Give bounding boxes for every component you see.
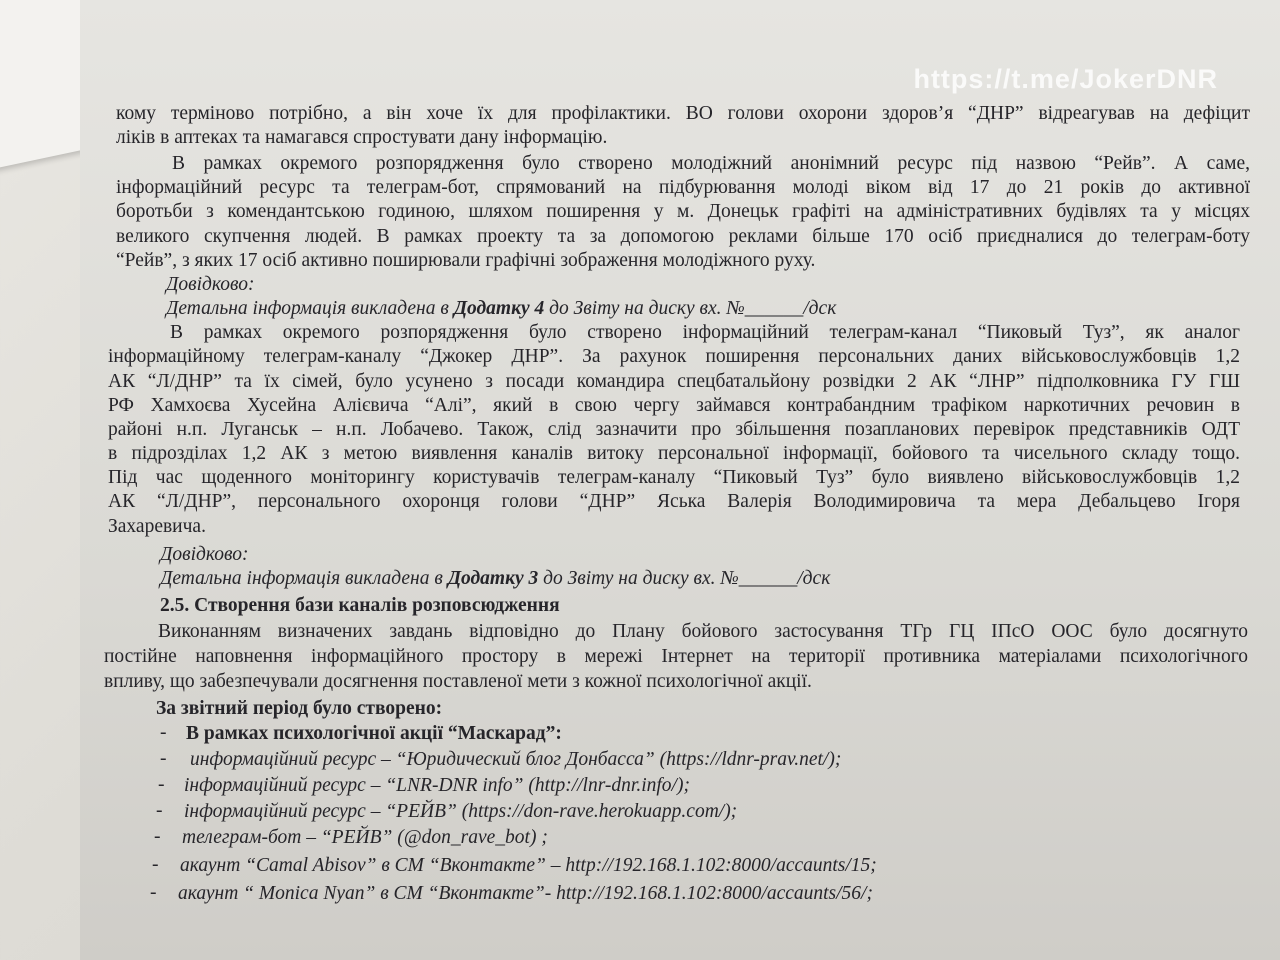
para3-line2: інформаційному телеграм-каналу “Джокер ДНР”. За рахунок поширення персональних даних військовослужбовців 1,2 bbox=[108, 346, 1240, 367]
para2-line2: інформаційний ресурс та телеграм-бот, спрямований на підбурювання молоді віком від 17 до 21 років до активної bbox=[116, 177, 1250, 198]
period-heading: За звітний період було створено: bbox=[156, 698, 443, 719]
section-line3: впливу, що забезпечували досягнення поставленої мети з кожної психологічної акції. bbox=[104, 671, 812, 692]
para1-line1: кому терміново потрібно, а він хоче їх для профілактики. ВО голови охорони здоров’я “ДНР” відреагував на дефіцит bbox=[116, 103, 1250, 124]
list-dash: - bbox=[156, 800, 163, 821]
para3-line8: АК “Л/ДНР”, персонального охоронця голови “ДНР” Яська Валерія Володимировича та мера Дебальцево Ігоря bbox=[108, 491, 1240, 512]
para2-line4: великого скупчення людей. В рамках проекту та за допомогою реклами більше 170 осіб приєдналися до телеграм-боту bbox=[116, 226, 1250, 247]
note2-appendix: Додатку 3 bbox=[447, 568, 539, 589]
list-item: інформаційний ресурс – “LNR-DNR info” (http://lnr-dnr.info/); bbox=[184, 775, 690, 796]
list-dash: - bbox=[158, 774, 165, 795]
section-heading: 2.5. Створення бази каналів розповсюдження bbox=[160, 595, 560, 616]
note2-label: Довідково: bbox=[160, 544, 249, 565]
note1-label: Довідково: bbox=[166, 274, 255, 295]
para3-line5: районі н.п. Луганськ – н.п. Лобачево. Також, слід зазначити про збільшення позапланових перевірок представників ОДТ bbox=[108, 419, 1240, 440]
para2-line3: боротьби з комендантською годиною, шляхом поширення у м. Донецьк графіті на адміністративних будівлях та у місцях bbox=[116, 201, 1250, 222]
list-item: акаунт “Camal Abisov” в СМ “Вконтакте” – http://192.168.1.102:8000/accaunts/15; bbox=[180, 855, 877, 876]
list-item: інформаційний ресурс – “РЕЙВ” (https://don-rave.herokuapp.com/); bbox=[184, 801, 738, 822]
para3-line4: РФ Хамхоєва Хусейна Алієвича “Алі”, який в свою чергу займався контрабандним трафіком наркотичних речовин в bbox=[108, 395, 1240, 416]
note2-text: Детальна інформація викладена в Додатку 3 до Звіту на диску вх. №______/дск bbox=[160, 568, 831, 589]
section-line1: Виконанням визначених завдань відповідно до Плану бойового застосування ТГр ГЦ ІПсО ООС було досягнуто bbox=[158, 621, 1248, 642]
para2-line1: В рамках окремого розпорядження було створено молодіжний анонімний ресурс під назвою “Рейв”. А саме, bbox=[172, 153, 1250, 174]
watermark: https://t.me/JokerDNR bbox=[913, 64, 1218, 94]
para3-line9: Захаревича. bbox=[108, 516, 206, 537]
para3-line7: Під час щоденного моніторингу користувачів телеграм-каналу “Пиковый Туз” було виявлено військовослужбовців 1,2 bbox=[108, 467, 1240, 488]
list-dash: - bbox=[154, 826, 161, 847]
para3-line3: АК “Л/ДНР” та їх сімей, було усунено з посади командира спецбатальйону розвідки 2 АК “ЛНР” підполковника ГУ ГШ bbox=[108, 371, 1240, 392]
period-subheading: В рамках психологічної акції “Маскарад”: bbox=[186, 723, 562, 744]
section-line2: постійне наповнення інформаційного простору в мережі Інтернет на території противника матеріалами психологічного bbox=[104, 646, 1248, 667]
para1-line2: ліків в аптеках та намагався спростувати дану інформацію. bbox=[116, 127, 608, 148]
note1-appendix: Додатку 4 bbox=[453, 298, 545, 319]
note1-text: Детальна інформація викладена в Додатку 4 до Звіту на диску вх. №______/дск bbox=[166, 298, 837, 319]
list-item: телеграм-бот – “РЕЙВ” (@don_rave_bot) ; bbox=[182, 827, 548, 848]
list-item: акаунт “ Monica Nyan” в СМ “Вконтакте”- http://192.168.1.102:8000/accaunts/56/; bbox=[178, 883, 873, 904]
para3-line1: В рамках окремого розпорядження було створено інформаційний телеграм-канал “Пиковый Туз”, як аналог bbox=[170, 322, 1240, 343]
list-item: информаційний ресурс – “Юридический блог Донбасса” (https://ldnr-prav.net/); bbox=[190, 749, 842, 770]
list-dash: - bbox=[152, 854, 159, 875]
list-dash: - bbox=[160, 748, 167, 769]
list-dash: - bbox=[150, 882, 157, 903]
list-dash: - bbox=[160, 722, 167, 743]
para2-line5: “Рейв”, з яких 17 осіб активно поширювали графічні зображення молодіжного руху. bbox=[116, 250, 816, 271]
para3-line6: в підрозділах 1,2 АК з метою виявлення каналів витоку персональної інформації, бойового та чисельного складу тощо. bbox=[108, 443, 1240, 464]
